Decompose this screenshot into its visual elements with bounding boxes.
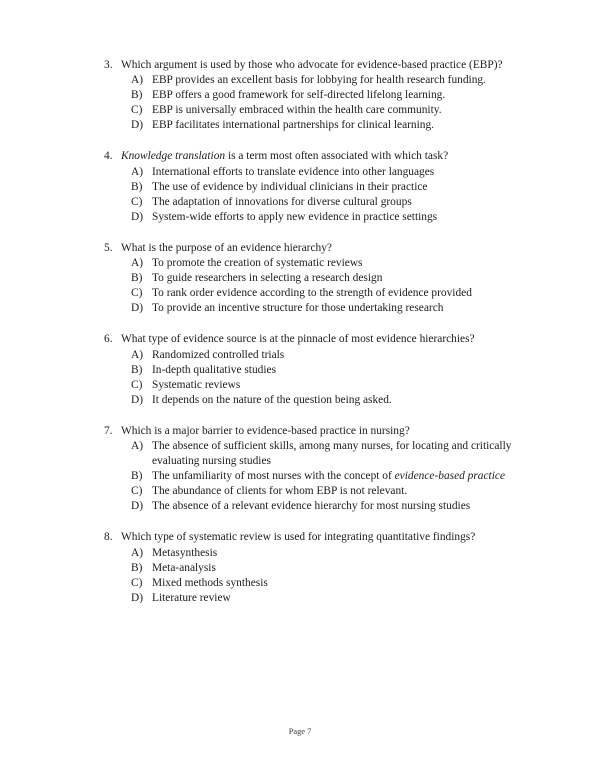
option-text: To guide researchers in selecting a research design — [152, 272, 383, 285]
option-text: To provide an incentive structure for those undertaking research — [152, 302, 444, 315]
question-block — [104, 149, 528, 224]
option-text: Systematic reviews — [152, 378, 241, 391]
option-letter: D) — [131, 210, 144, 223]
option-letter: D) — [131, 500, 144, 513]
answer-option[interactable] — [104, 363, 528, 378]
question-block — [104, 424, 528, 515]
question-text: Knowledge translation is a term most often associated with which task? — [121, 150, 449, 163]
answer-option[interactable] — [104, 499, 528, 514]
answer-option[interactable] — [104, 546, 528, 561]
answer-option[interactable] — [104, 348, 528, 363]
question-number: 8. — [104, 531, 113, 544]
option-list — [104, 439, 528, 514]
answer-option[interactable] — [104, 88, 528, 103]
option-letter: D) — [131, 393, 144, 406]
answer-option[interactable] — [104, 393, 528, 408]
option-text: Randomized controlled trials — [152, 348, 285, 361]
option-letter: D) — [131, 119, 144, 132]
option-text: The unfamiliarity of most nurses with the concept of evidence-based practice — [152, 470, 505, 483]
option-text: EBP provides an excellent basis for lobbying for health research funding. — [152, 74, 486, 87]
answer-option[interactable] — [104, 286, 528, 301]
answer-option[interactable] — [104, 210, 528, 225]
question-block — [104, 58, 528, 133]
answer-option[interactable] — [104, 576, 528, 591]
answer-option[interactable] — [104, 561, 528, 576]
question-line — [104, 530, 528, 545]
answer-option[interactable] — [104, 195, 528, 210]
question-number: 7. — [104, 424, 113, 437]
option-letter: D) — [131, 302, 144, 315]
question-line — [104, 424, 528, 439]
answer-option[interactable] — [104, 271, 528, 286]
answer-option[interactable] — [104, 165, 528, 180]
option-text: Metasynthesis — [152, 546, 218, 559]
option-letter: A) — [131, 439, 144, 452]
option-letter: A) — [131, 257, 144, 270]
question-text: Which argument is used by those who advocate for evidence-based practice (EBP)? — [121, 59, 503, 71]
answer-option[interactable] — [104, 469, 528, 484]
question-text: Which type of systematic review is used for integrating quantitative findings? — [121, 531, 476, 544]
option-list — [104, 73, 528, 133]
question-line — [104, 58, 528, 73]
option-letter: C) — [131, 378, 143, 391]
answer-option[interactable] — [104, 591, 528, 606]
option-text: EBP offers a good framework for self-directed lifelong learning. — [152, 89, 446, 102]
question-number: 4. — [104, 150, 113, 163]
option-list — [104, 256, 528, 316]
question-text: Which is a major barrier to evidence-based practice in nursing? — [121, 424, 410, 437]
question-block — [104, 332, 528, 407]
option-text: The absence of a relevant evidence hierarchy for most nursing studies — [152, 500, 471, 513]
question-block — [104, 241, 528, 316]
option-letter: B) — [131, 470, 143, 483]
option-list — [104, 348, 528, 408]
option-text: Mixed methods synthesis — [152, 576, 268, 589]
option-text: To promote the creation of systematic reviews — [152, 257, 363, 270]
answer-option[interactable] — [104, 73, 528, 88]
question-number: 5. — [104, 241, 113, 254]
option-text: Literature review — [152, 591, 231, 604]
option-letter: A) — [131, 74, 144, 87]
option-letter: A) — [131, 546, 144, 559]
option-text: The adaptation of innovations for diverse cultural groups — [152, 195, 412, 208]
option-list — [104, 165, 528, 225]
option-letter: C) — [131, 104, 143, 117]
answer-option[interactable] — [104, 301, 528, 316]
option-text: The abundance of clients for whom EBP is not relevant. — [152, 485, 408, 498]
option-text: To rank order evidence according to the strength of evidence provided — [152, 287, 472, 300]
question-number: 3. — [104, 59, 113, 71]
option-letter: B) — [131, 363, 143, 376]
answer-option[interactable] — [104, 256, 528, 271]
option-text: The use of evidence by individual clinicians in their practice — [152, 180, 428, 193]
question-text: What type of evidence source is at the pinnacle of most evidence hierarchies? — [121, 333, 475, 346]
option-letter: D) — [131, 591, 144, 604]
option-letter: B) — [131, 180, 143, 193]
option-letter: C) — [131, 195, 143, 208]
question-list — [104, 58, 528, 606]
option-text: Meta-analysis — [152, 561, 216, 574]
answer-option[interactable] — [104, 103, 528, 118]
option-text: EBP facilitates international partnerships for clinical learning. — [152, 119, 435, 132]
option-letter: B) — [131, 89, 143, 102]
option-text: EBP is universally embraced within the health care community. — [152, 104, 442, 117]
question-line — [104, 149, 528, 164]
question-number: 6. — [104, 333, 113, 346]
answer-option[interactable] — [104, 484, 528, 499]
option-letter: C) — [131, 287, 143, 300]
answer-option[interactable] — [104, 118, 528, 133]
question-text: What is the purpose of an evidence hierarchy? — [121, 241, 332, 254]
option-letter: C) — [131, 485, 143, 498]
question-line — [104, 332, 528, 347]
option-text: It depends on the nature of the question being asked. — [152, 393, 392, 406]
answer-option[interactable] — [104, 439, 528, 469]
option-letter: C) — [131, 576, 143, 589]
option-text: The absence of sufficient skills, among many nurses, for locating and critically evaluating nursing studies — [152, 439, 512, 468]
answer-option[interactable] — [104, 378, 528, 393]
option-letter: B) — [131, 272, 143, 285]
question-block — [104, 530, 528, 605]
option-letter: A) — [131, 348, 144, 361]
option-text: International efforts to translate evidence into other languages — [152, 165, 435, 178]
option-letter: B) — [131, 561, 143, 574]
question-line — [104, 241, 528, 256]
option-text: In-depth qualitative studies — [152, 363, 277, 376]
option-letter: A) — [131, 165, 144, 178]
answer-option[interactable] — [104, 180, 528, 195]
page-footer: Page 7 — [288, 727, 312, 736]
option-text: System-wide efforts to apply new evidence in practice settings — [152, 210, 438, 223]
option-list — [104, 546, 528, 606]
